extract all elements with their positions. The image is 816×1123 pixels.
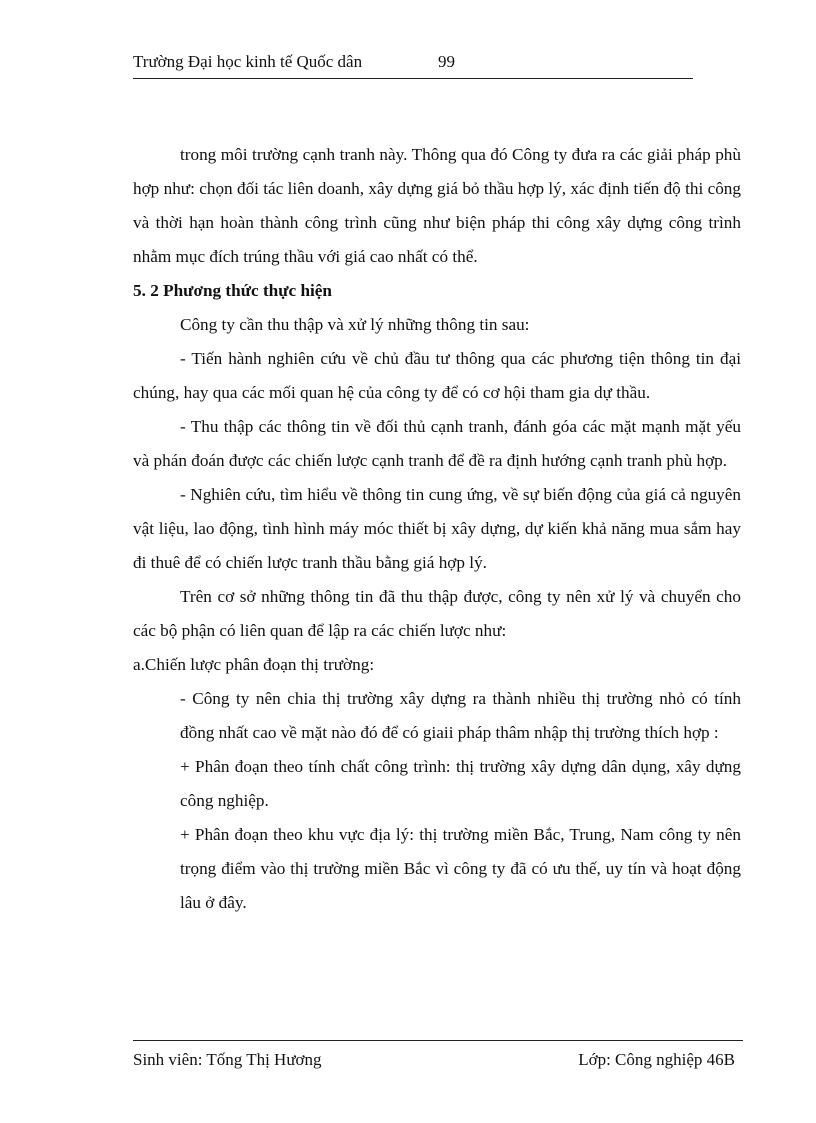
paragraph-9: + Phân đoạn theo tính chất công trình: thị trường xây dựng dân dụng, xây dựng công nghiệp. [180,757,741,810]
footer-class: Lớp: Công nghiệp 46B [578,1050,735,1069]
footer-student: Sinh viên: Tống Thị Hương [133,1050,322,1069]
page-footer [133,1040,743,1076]
document-body [133,138,741,920]
section-heading: 5. 2 Phương thức thực hiện [133,281,332,300]
page-number: 99 [438,52,455,71]
paragraph-6: Trên cơ sở những thông tin đã thu thập được, công ty nên xử lý và chuyển cho các bộ phận có liên quan để lập ra các chiến lược như: [133,587,741,640]
paragraph-8: - Công ty nên chia thị trường xây dựng ra thành nhiều thị trường nhỏ có tính đồng nhất cao về mặt nào đó để có giaii pháp thâm nhập thị trường thích hợp : [180,689,741,742]
paragraph-7: a.Chiến lược phân đoạn thị trường: [133,655,375,674]
page-header [133,52,693,79]
header-school: Trường Đại học kinh tế Quốc dân [133,52,363,71]
paragraph-1: trong môi trường cạnh tranh này. Thông qua đó Công ty đưa ra các giải pháp phù hợp như: chọn đối tác liên doanh, xây dựng giá bỏ thầu hợp lý, xác định tiến độ thi công và thời hạn hoàn thành công trình cũng như biện pháp thi công xây dựng công trình nhằm mục đích trúng thầu với giá cao nhất có thể. [133,145,741,266]
paragraph-3: - Tiến hành nghiên cứu về chủ đầu tư thông qua các phương tiện thông tin đại chúng, hay qua các mối quan hệ của công ty để có cơ hội tham gia dự thầu. [133,349,741,402]
paragraph-4: - Thu thập các thông tin về đối thủ cạnh tranh, đánh góa các mặt mạnh mặt yếu và phán đoán được các chiến lược cạnh tranh để đề ra định hướng cạnh tranh phù hợp. [133,417,741,470]
paragraph-2: Công ty cần thu thập và xử lý những thông tin sau: [180,315,530,334]
paragraph-5: - Nghiên cứu, tìm hiểu về thông tin cung ứng, về sự biến động của giá cả nguyên vật liệu, lao động, tình hình máy móc thiết bị xây dựng, dự kiến khả năng mua sắm hay đi thuê để có chiến lược tranh thầu bằng giá hợp lý. [133,485,741,572]
paragraph-10: + Phân đoạn theo khu vực địa lý: thị trường miền Bắc, Trung, Nam công ty nên trọng điểm vào thị trường miền Bắc vì công ty đã có ưu thế, uy tín và hoạt động lâu ở đây. [180,825,741,912]
